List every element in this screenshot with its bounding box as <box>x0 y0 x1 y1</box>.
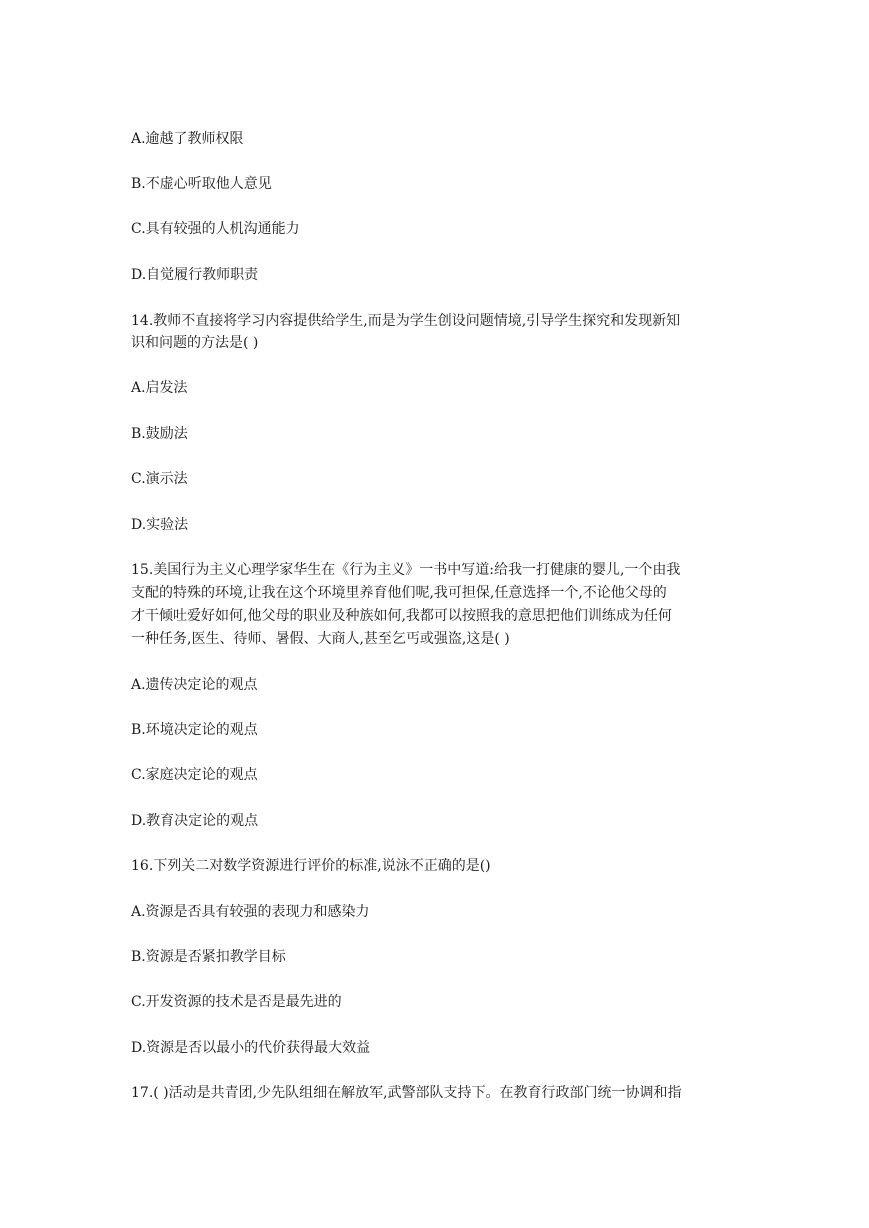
q16-option-b: B.资源是否紧扣教学目标 <box>131 949 286 965</box>
q16-option-c: C.开发资源的技术是否是最先进的 <box>131 994 342 1010</box>
q14-option-c: C.演示法 <box>131 471 188 487</box>
q13-option-b: B.不虚心听取他人意见 <box>131 176 272 192</box>
q15-option-c: C.家庭决定论的观点 <box>131 767 258 783</box>
q13-option-d: D.自觉履行教师职责 <box>131 267 259 283</box>
q15-stem-line2: 支配的特殊的环境,让我在这个环境里养育他们呢,我可担保,任意选择一个,不论他父母的 <box>131 585 667 601</box>
q16-option-a: A.资源是否具有较强的表现力和感染力 <box>131 904 370 920</box>
q15-stem-line3: 才干倾吐爱好如何,他父母的职业及种族如何,我都可以按照我的意思把他们训练成为任何 <box>131 608 672 624</box>
q16-stem-line1: 16.下列关二对数学资源进行评价的标准,说泳不正确的是() <box>131 858 491 874</box>
q16-option-d: D.资源是否以最小的代价获得最大效益 <box>131 1040 371 1056</box>
q15-stem-line1: 15.美国行为主义心理学家华生在《行为主义》一书中写道:给我一打健康的婴儿,一个由我 <box>131 562 681 578</box>
q14-option-b: B.鼓励法 <box>131 426 188 442</box>
q14-stem-line2: 识和问题的方法是( ) <box>131 335 259 351</box>
q17-stem-line1: 17.( )活动是共青团,少先队组细在解放军,武警部队支持下。在教育行政部门统一协调和指 <box>131 1085 682 1101</box>
q15-option-d: D.教育决定论的观点 <box>131 813 259 829</box>
q13-option-c: C.具有较强的人机沟通能力 <box>131 221 300 237</box>
q14-stem-line1: 14.教师不直接将学习内容提供给学生,而是为学生创设问题情境,引导学生探究和发现新知 <box>131 313 681 329</box>
q15-stem-line4: 一种任务,医生、待师、暑假、大商人,甚至乞丐或强盗,这是( ) <box>131 631 510 647</box>
q14-option-d: D.实验法 <box>131 517 189 533</box>
q14-option-a: A.启发法 <box>131 380 188 396</box>
q15-option-b: B.环境决定论的观点 <box>131 722 258 738</box>
q15-option-a: A.遗传决定论的观点 <box>131 677 258 693</box>
q13-option-a: A.逾越了教师权限 <box>131 131 244 147</box>
